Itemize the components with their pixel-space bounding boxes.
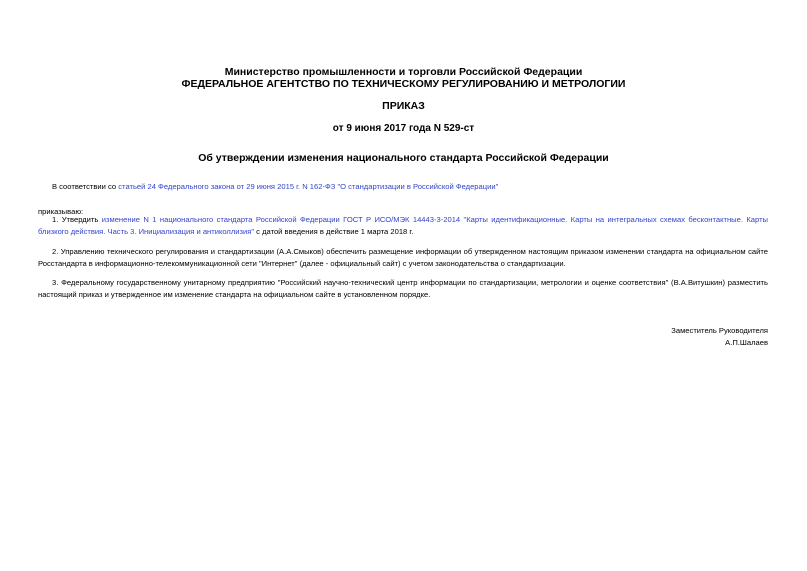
law-article-link[interactable]: статьей 24 Федерального закона от 29 июня 2015 г. N 162-ФЗ "О стандартизации в Российской Федерации" — [118, 182, 499, 191]
preamble-text: В соответствии со — [52, 182, 119, 191]
ministry-title: Министерство промышленности и торговли Российской Федерации — [224, 66, 583, 78]
document-type: ПРИКАЗ — [382, 100, 425, 112]
agency-title: ФЕДЕРАЛЬНОЕ АГЕНТСТВО ПО ТЕХНИЧЕСКОМУ РЕГУЛИРОВАНИЮ И МЕТРОЛОГИИ — [181, 78, 626, 90]
item-3: 3. Федеральному государственному унитарному предприятию "Российский научно-технический центр информации по стандартизации, метрологии и оценке соответствия" (В.А.Витушкин) разместить настоящий приказ и утвержденное им изменение стандарта на официальном сайте в установленном порядке. — [38, 278, 768, 299]
item-1 — [38, 214, 768, 238]
preamble — [52, 181, 498, 193]
standard-amendment-link[interactable]: изменение N 1 национального стандарта Российской Федерации ГОСТ Р ИСО/МЭК 14443-3-2014 "Карты идентификационные. Карты на интегральных схемах бесконтактные. Карты близкого действия. Часть 3. Инициализация и антиколлизия" — [38, 215, 769, 236]
order-word: приказываю: — [38, 207, 84, 216]
document-date-number: от 9 июня 2017 года N 529-ст — [332, 123, 475, 134]
document-subject: Об утверждении изменения национального стандарта Российской Федерации — [198, 152, 609, 164]
signature-position: Заместитель Руководителя — [671, 326, 768, 335]
signature-name: А.П.Шалаев — [725, 338, 768, 347]
item-1-prefix: 1. Утвердить — [52, 215, 102, 224]
item-2: 2. Управлению технического регулирования и стандартизации (А.А.Смыков) обеспечить размещение информации об утвержденном настоящим приказом изменении стандарта на официальном сайте Росстандарта в информационно-телекоммуникационной сети "Интернет" (далее - официальный сайт) с учетом законодательства о стандартизации. — [38, 247, 768, 268]
item-1-suffix: с датой введения в действие 1 марта 2018 г. — [254, 227, 414, 236]
